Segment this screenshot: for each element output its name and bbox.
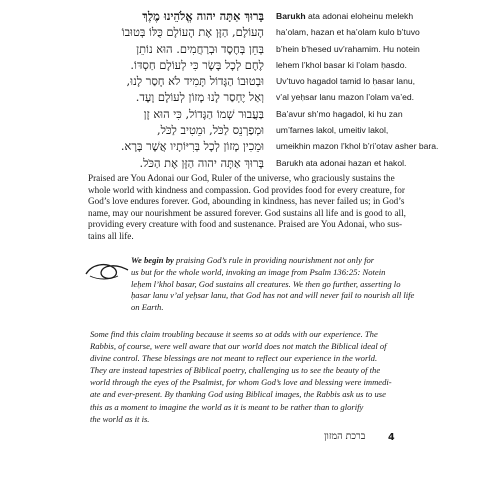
commentary-line xyxy=(131,255,471,267)
hebrew-line: בָּרוּךְ אַתָּה יהוה אֱלֹהֵינוּ מֶלֶךְ xyxy=(142,9,264,23)
translit-line: v’al yeḥsar lanu mazon l’olam va’ed. xyxy=(276,92,415,103)
translit-line: ha’olam, hazan et ha’olam kulo b’tuvo xyxy=(276,27,420,38)
hebrew-line: וּבְטוּבוֹ הַגָּדוֹל תָּמִיד לֹא חָסַר לָנוּ, xyxy=(126,74,264,89)
commentary-line: world through the eyes of the Psalmist, for whom God’s love and blessing were immedi- xyxy=(90,377,392,388)
commentary-line: this as a moment to imagine the world as it is meant to be rather than to glorify xyxy=(90,401,364,412)
hebrew-line: בַּעֲבוּר שְׁמוֹ הַגָּדוֹל, כִּי הוּא זָן xyxy=(143,106,264,121)
commentary-line: the world as it is. xyxy=(90,413,150,424)
commentary-line: leḥem l’khol basar, God sustains all creatures. We then go further, asserting lo xyxy=(131,278,401,289)
running-head: ברכת המזון xyxy=(324,431,366,442)
translit-lead-rest: ata adonai eloheinu melekh xyxy=(305,11,414,21)
english-line: tains all life. xyxy=(88,230,134,241)
hebrew-line: וּמֵכִין מָזוֹן לְכָל בְּרִיּוֹתָיו אֲשֶׁר בָּרָא. xyxy=(120,139,264,154)
hebrew-line: בְּחֵן בְּחֶסֶד וּבְרַחֲמִים. הוּא נוֹתֵן xyxy=(136,41,264,56)
commentary-line: on Earth. xyxy=(131,302,164,313)
commentary-line: divine control. These blessings are not meant to reflect our experience in the world. xyxy=(90,353,378,364)
english-translation xyxy=(88,173,460,243)
translit-line: b’hein b’hesed uv’rahamim. Hu notein xyxy=(276,43,420,54)
hebrew-line: וְאַל יֶחְסַר לָנוּ מָזוֹן לְעוֹלָם וָעֶד. xyxy=(135,90,264,105)
translit-line: lehem l’khol basar ki l’olam ḥasdo. xyxy=(276,59,407,70)
page-number: 4 xyxy=(388,432,395,443)
transliteration-text xyxy=(276,8,466,171)
english-line: God’s love endures forever. God, abounding in kindness, has never failed us; in God’s xyxy=(88,196,405,207)
hebrew-blessing-text xyxy=(88,8,264,171)
english-line: providing every creature with food and sustenance. Praised are You Adonai, who sus- xyxy=(88,219,403,230)
commentary-line: They are instead tapestries of Biblical poetry, challenging us to see the beauty of the xyxy=(90,365,381,376)
hebrew-line: הָעוֹלָם, הַזָּן אֶת הָעוֹלָם כֻּלּוֹ בְּטוּבוֹ xyxy=(121,25,264,40)
translit-line: umeikhin mazon l’khol b’ri’otav asher bara. xyxy=(276,141,439,152)
translit-line: um’farnes lakol, umeitiv lakol, xyxy=(276,125,389,136)
english-line: name, may our nourishment be assured forever. God sustains all life and is good to all, xyxy=(88,207,406,218)
hebrew-line: בָּרוּךְ אַתָּה יהוה הַזָּן אֶת הַכֹּל. xyxy=(139,155,264,170)
hebrew-line: לֶחֶם לְכָל בָּשָׂר כִּי לְעוֹלָם חַסְדּוֹ. xyxy=(130,57,264,72)
translit-line: Uv’tuvo hagadol tamid lo ḥasar lanu, xyxy=(276,76,416,87)
english-line: whole world with kindness and compassion. God provides food for every creature, for xyxy=(88,184,405,195)
translit-line: Barukh ata adonai hazan et hakol. xyxy=(276,157,407,168)
commentary-paragraph-2 xyxy=(90,328,470,425)
commentary-line: ḥasar lanu v’al yeḥsar lanu, that God has not and will never fail to nourish all life xyxy=(131,290,415,301)
hebrew-line: וּמְפַרְנֵס לַכֹּל, וּמֵטִיב לַכֹּל, xyxy=(157,123,264,138)
translit-line: Ba’avur sh’mo hagadol, ki hu zan xyxy=(276,108,403,119)
translit-line xyxy=(276,8,466,24)
commentary-lead: We begin by xyxy=(131,255,174,265)
translit-lead-word: Barukh xyxy=(276,11,306,21)
flourish-ornament-icon xyxy=(84,258,130,282)
commentary-line: Some find this claim troubling because it seems so at odds with our experience. The xyxy=(90,329,378,339)
commentary-paragraph-1 xyxy=(131,255,471,314)
commentary-lead-rest: praising God’s rule in providing nourishment not only for xyxy=(173,255,375,265)
commentary-line: Rabbis, of course, were well aware that our world does not match the Biblical ideal of xyxy=(90,341,387,352)
english-line: Praised are You Adonai our God, Ruler of the universe, who graciously sustains the xyxy=(88,173,395,183)
commentary-line: ate and ever-present. By thanking God using Biblical images, the Rabbis ask us to use xyxy=(90,389,386,400)
commentary-line: us but for the whole world, invoking an image from Psalm 136:25: Notein xyxy=(131,266,386,277)
